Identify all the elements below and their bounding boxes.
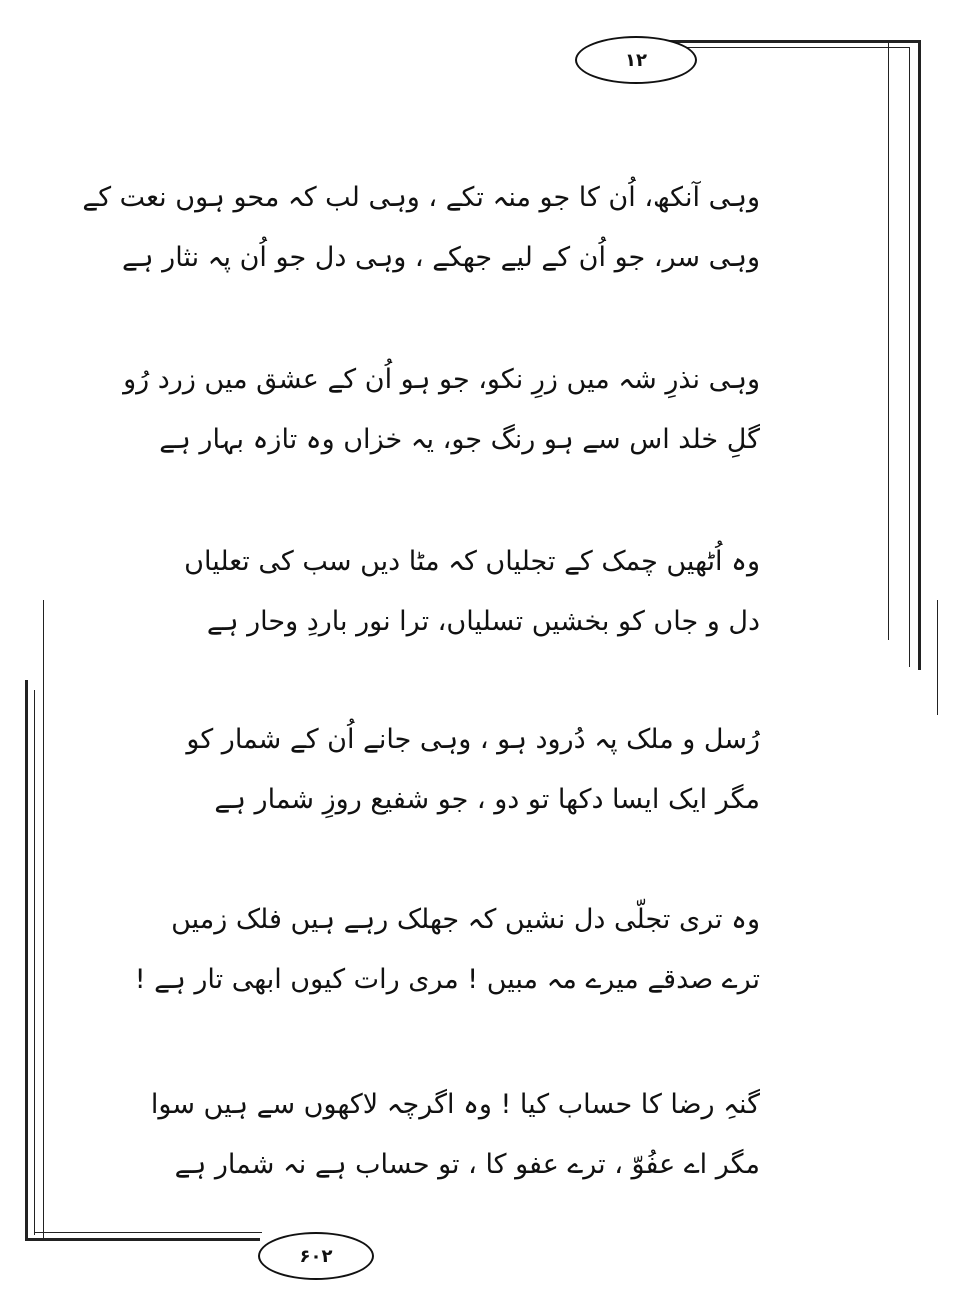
border-right-inner [909,47,910,667]
verse-line: وہی نذرِ شہ میں زرِ نکو، جو ہو اُن کے عشق میں زرد رُو [123,364,760,395]
stanza-3 [184,532,760,652]
verse-line: ترے صدقے میرے مہ مبیں ! مری رات کیوں ابھی تار ہے ! [134,964,760,995]
verse-line: وہی آنکھ، اُن کا جو منہ تکے ، وہی لب کہ محو ہوں نعت کے [82,182,760,213]
stanza-2 [123,350,760,470]
verse-line: گنہِ رضا کا حساب کیا ! وہ اگرچہ لاکھوں سے ہیں سوا [150,1089,760,1120]
stanza-1 [82,168,760,288]
border-left-thin [43,600,44,1240]
border-left-outer [25,680,28,1240]
page-number-bottom: ۶۰۲ [258,1232,374,1280]
verse-line: گلِ خلد اس سے ہو رنگ جو، یہ خزاں وہ تازہ بہار ہے [159,424,760,455]
border-top-outer [668,40,920,43]
page-number-top: ۱۲ [575,36,697,84]
border-top-inner [668,47,910,48]
border-bottom-inner [34,1232,262,1233]
verse-line: رُسل و ملک پہ دُرود ہو ، وہی جانے اُن کے شمار کو [186,724,760,755]
verse-line: مگر اے عفُوّ ، ترے عفو کا ، تو حساب ہے نہ شمار ہے [174,1149,760,1180]
border-right-short [937,600,938,715]
verse-line: وہ اُٹھیں چمک کے تجلیاں کہ مٹا دیں سب کی تعلیاں [184,546,760,577]
border-left-inner [34,690,35,1235]
border-right-thin [888,40,889,640]
stanza-4 [186,710,760,830]
verse-line: وہ تری تجلّی دل نشیں کہ جھلک رہے ہیں فلک زمیں [171,904,760,935]
stanza-6 [150,1075,760,1195]
border-bottom-outer [25,1238,260,1241]
verse-line: وہی سر، جو اُن کے لیے جھکے ، وہی دل جو اُن پہ نثار ہے [121,242,760,273]
verse-line: دل و جاں کو بخشیں تسلیاں، ترا نور باردِ وحار ہے [206,606,760,637]
border-right-outer [918,40,921,670]
verse-line: مگر ایک ایسا دکھا تو دو ، جو شفیع روزِ شمار ہے [214,784,760,815]
stanza-5 [134,890,760,1010]
